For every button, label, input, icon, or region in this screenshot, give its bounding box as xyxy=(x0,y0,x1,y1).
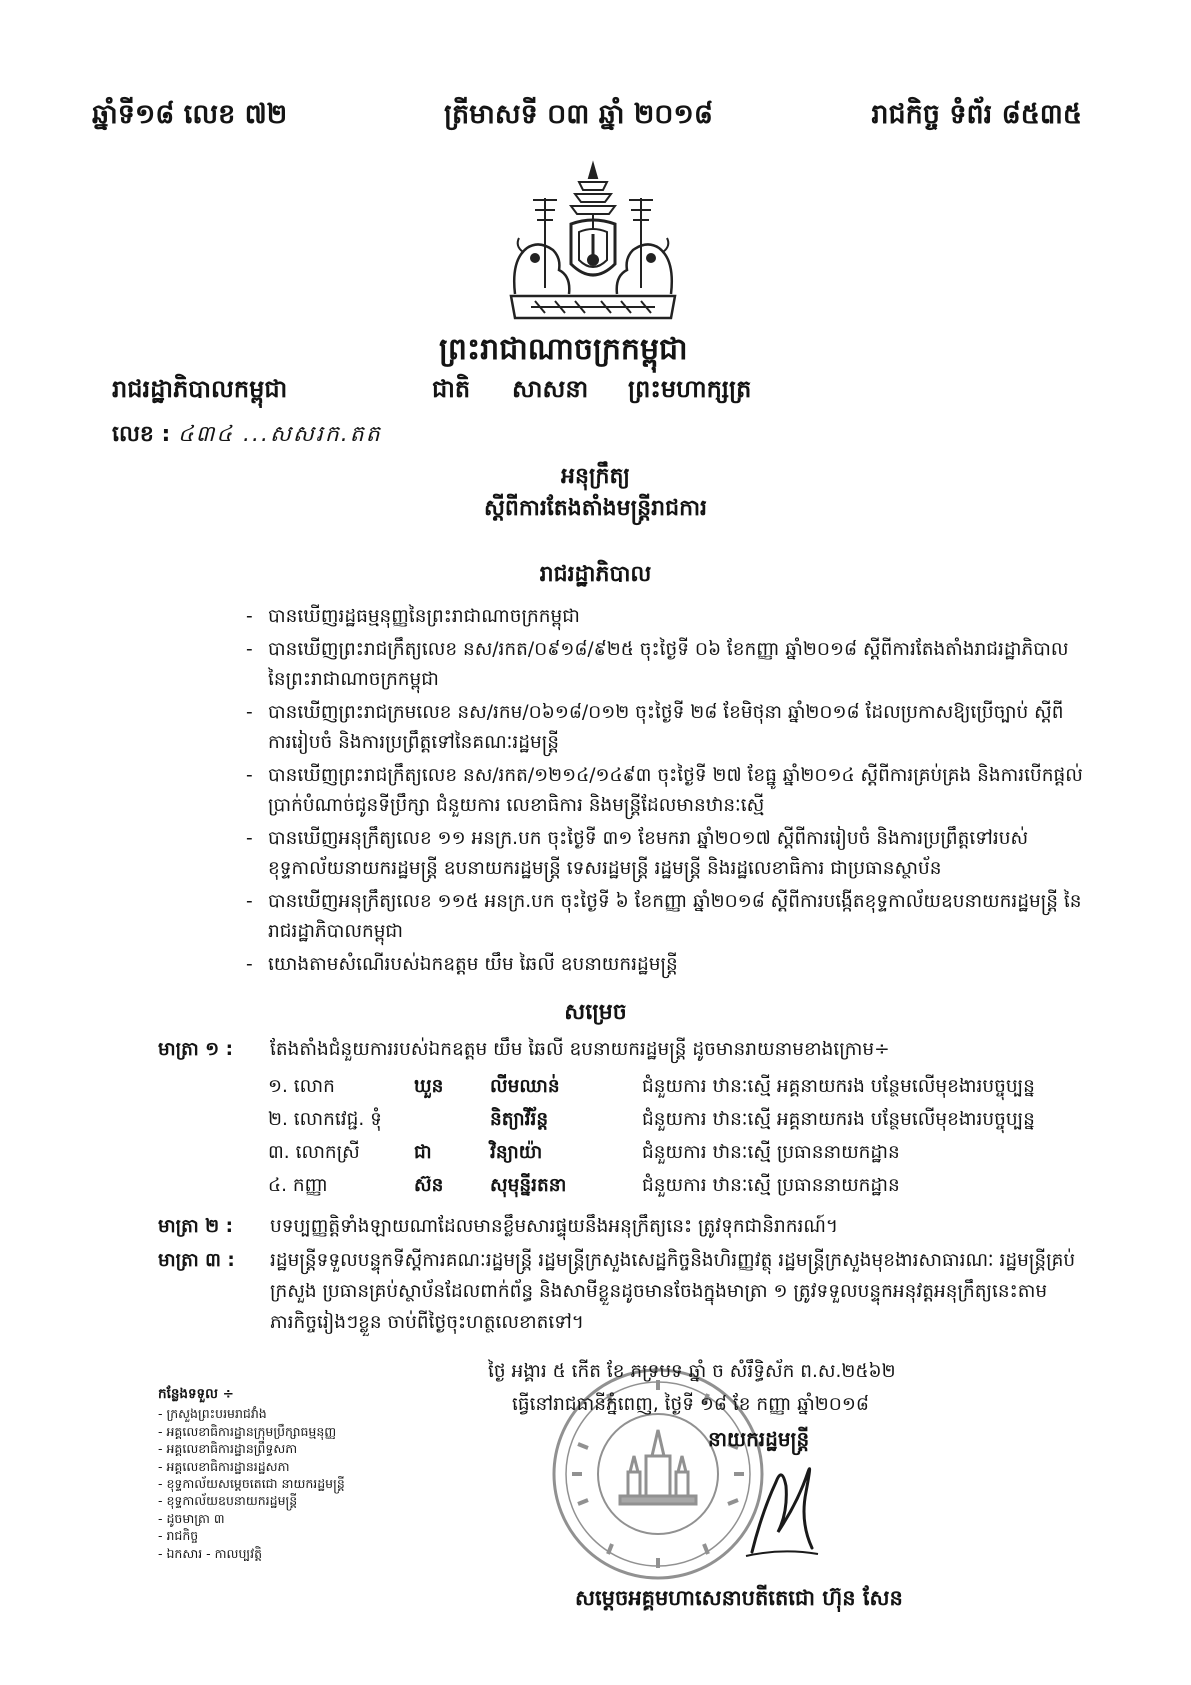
gazette-header xyxy=(92,98,1082,138)
appointee-position: ជំនួយការ ឋានៈស្មើ ប្រធាននាយកដ្ឋាន xyxy=(642,1175,900,1196)
recipient-item: - ក្រសួងព្រះបរមរាជវាំង xyxy=(158,1405,345,1422)
place-and-date: ធ្វើនៅរាជធានីភ្នំពេញ, ថ្ងៃទី ១៨ ខែ កញ្ញា ឆ្នាំ២០១៨ xyxy=(512,1394,869,1415)
article-text: បទប្បញ្ញត្តិទាំងឡាយណាដែលមានខ្លឹមសារផ្ទុយនឹងអនុក្រឹត្យនេះ ត្រូវទុកជានិរាករណ៍។ xyxy=(270,1216,839,1237)
issuing-government: រាជរដ្ឋាភិបាលកម្ពុជា xyxy=(112,375,288,403)
appointee-given-name: វិន្យាយ៉ា xyxy=(490,1142,543,1163)
article-label: មាត្រា ២ : xyxy=(158,1216,234,1237)
article-label: មាត្រា ៣ : xyxy=(158,1250,235,1271)
recipient-item: - ខុទ្ទកាល័យសម្ដេចតេជោ នាយករដ្ឋមន្ត្រី xyxy=(158,1475,345,1492)
appointee-position: ជំនួយការ ឋានៈស្មើ អគ្គនាយករង បន្ថែមលើមុខងារបច្ចុប្បន្ន xyxy=(642,1109,1035,1130)
appointee-surname: ជា xyxy=(414,1142,432,1163)
appointee-given-name: សុមុន្នីរតនា xyxy=(490,1175,567,1196)
appointee-title: ១. លោក xyxy=(268,1076,335,1097)
recital-item: - បានឃើញព្រះរាជក្រមលេខ នស/រកម/០៦១៨/០១២ ចុះថ្ងៃទី ២៨ ខែមិថុនា ឆ្នាំ២០១៨ ដែលប្រកាសឱ្យប្រើច្បាប់ ស្ដីពីការរៀបចំ និងការប្រព្រឹត្តទៅនៃគណៈរដ្ឋមន្ត្រី xyxy=(246,698,1086,758)
recital-item: - យោងតាមសំណើរបស់ឯកឧត្តម យឹម ឆៃលី ឧបនាយករដ្ឋមន្ត្រី xyxy=(246,950,1086,980)
lunar-date: ថ្ងៃ អង្គារ ៥ កើត ខែ ភទ្របទ ឆ្នាំ ច សំរឹទ្ធិស័ក ព.ស.២៥៦២ xyxy=(488,1361,896,1382)
appointee-given-name: និត្យាវីរ័ន្ត xyxy=(490,1109,549,1130)
article-text: តែងតាំងជំនួយការរបស់ឯកឧត្តម យឹម ឆៃលី ឧបនាយករដ្ឋមន្ត្រី ដូចមានរាយនាមខាងក្រោម÷ xyxy=(270,1039,890,1060)
article-label: មាត្រា ១ : xyxy=(158,1039,234,1060)
motto-nation: ជាតិ xyxy=(432,375,471,403)
signatory-name: សម្ដេចអគ្គមហាសេនាបតីតេជោ ហ៊ុន សែន xyxy=(575,1586,903,1610)
recipient-item: - ខុទ្ទកាល័យឧបនាយករដ្ឋមន្ត្រី xyxy=(158,1492,345,1509)
recital-item: - បានឃើញអនុក្រឹត្យលេខ ១១៥ អនក្រ.បក ចុះថ្ងៃទី ៦ ខែកញ្ញា ឆ្នាំ២០១៨ ស្ដីពីការបង្កើតខុទ្ទកាល័យឧបនាយករដ្ឋមន្ត្រី នៃរាជរដ្ឋាភិបាលកម្ពុជា xyxy=(246,887,1086,947)
document-subject: ស្ដីពីការតែងតាំងមន្ត្រីរាជការ xyxy=(483,496,707,521)
recipient-item: - ឯកសារ - កាលប្បវត្តិ xyxy=(158,1545,345,1562)
appointee-title: ២. លោកវេជ្ជ. ទុំ xyxy=(268,1109,382,1130)
recital-item: - បានឃើញព្រះរាជក្រឹត្យលេខ នស/រកត/០៩១៨/៩២៥ ចុះថ្ងៃទី ០៦ ខែកញ្ញា ឆ្នាំ២០១៨ ស្ដីពីការតែងតាំងរាជរដ្ឋាភិបាល នៃព្រះរាជាណាចក្រកម្ពុជា xyxy=(246,635,1086,695)
recipient-item: - ដូចមាត្រា ៣ xyxy=(158,1510,345,1527)
document-number-label: លេខ : xyxy=(112,422,171,447)
recipient-item: - រាជកិច្ច xyxy=(158,1527,345,1544)
document-number xyxy=(112,420,382,452)
gazette-page-number: រាជកិច្ច ទំព័រ ៨៥៣៥ xyxy=(871,99,1082,130)
article-text: រដ្ឋមន្ត្រីទទួលបន្ទុកទីស្ដីការគណៈរដ្ឋមន្ត្រី រដ្ឋមន្ត្រីក្រសួងសេដ្ឋកិច្ចនិងហិរញ្ញវត្ថុ រដ្ឋមន្ត្រីក្រសួងមុខងារសាធារណៈ រដ្ឋមន្ត្រីគ្រប់ក្រសួង ប្រធានគ្រប់ស្ថាប័នដែលពាក់ព័ន្ធ និងសាមីខ្លួនដូចមានចែងក្នុងមាត្រា ១ ត្រូវទទួលបន្ទុកអនុវត្តអនុក្រឹត្យនេះតាមភារកិច្ចរៀងៗខ្លួន ចាប់ពីថ្ងៃចុះហត្ថលេខាតទៅ។ xyxy=(270,1250,1076,1333)
appointee-title: ៣. លោកស្រី xyxy=(268,1142,360,1163)
recipients-list xyxy=(158,1386,345,1562)
article-2 xyxy=(158,1211,1092,1242)
gazette-year-issue: ឆ្នាំទី១៨ លេខ ៧២ xyxy=(92,99,288,130)
document-number-value: ៤៣៤ ...សសរក.តត xyxy=(178,422,382,447)
recipient-item: - អគ្គលេខាធិការដ្ឋានព្រឹទ្ធសភា xyxy=(158,1440,345,1457)
royal-coat-of-arms-icon xyxy=(505,160,681,324)
appointee-title: ៤. កញ្ញា xyxy=(268,1175,328,1196)
recital-item: - បានឃើញព្រះរាជក្រឹត្យលេខ នស/រកត/១២១៤/១៤៩៣ ចុះថ្ងៃទី ២៧ ខែធ្នូ ឆ្នាំ២០១៤ ស្ដីពីការគ្រប់គ្រង និងការបើកផ្ដល់ប្រាក់បំណាច់ជូនទីប្រឹក្សា ជំនួយការ លេខាធិការ និងមន្ត្រីដែលមានឋានៈស្មើ xyxy=(246,761,1086,821)
recitals-list xyxy=(246,602,1086,983)
issuer-heading: រាជរដ្ឋាភិបាល xyxy=(539,562,652,587)
document-type: អនុក្រឹត្យ xyxy=(561,464,630,489)
appointee-surname: ឃួន xyxy=(414,1076,444,1097)
recital-item: - បានឃើញរដ្ឋធម្មនុញ្ញនៃព្រះរាជាណាចក្រកម្ពុជា xyxy=(246,602,1086,632)
gazette-quarter: ត្រីមាសទី ០៣ ឆ្នាំ ២០១៨ xyxy=(444,99,713,130)
appointee-position: ជំនួយការ ឋានៈស្មើ ប្រធាននាយកដ្ឋាន xyxy=(642,1142,900,1163)
article-1 xyxy=(158,1034,1092,1065)
signatory-title: នាយករដ្ឋមន្ត្រី xyxy=(708,1427,810,1451)
motto-king: ព្រះមហាក្សត្រ xyxy=(628,375,752,403)
recipient-item: - អគ្គលេខាធិការដ្ឋានរដ្ឋសភា xyxy=(158,1458,345,1475)
appointee-position: ជំនួយការ ឋានៈស្មើ អគ្គនាយករង បន្ថែមលើមុខងារបច្ចុប្បន្ន xyxy=(642,1076,1035,1097)
kingdom-title: ព្រះរាជាណាចក្រកម្ពុជា xyxy=(439,332,688,367)
decision-heading: សម្រេច xyxy=(564,1000,627,1025)
appointee-given-name: លីមឈាន់ xyxy=(490,1076,560,1097)
motto-religion: សាសនា xyxy=(512,375,589,403)
appointee-surname: ស៊ន xyxy=(414,1175,444,1196)
recipients-heading: កន្លែងទទួល ÷ xyxy=(158,1386,234,1402)
recipient-item: - អគ្គលេខាធិការដ្ឋានក្រុមប្រឹក្សាធម្មនុញ្ញ xyxy=(158,1423,345,1440)
handwritten-signature-icon xyxy=(742,1452,822,1562)
article-3 xyxy=(158,1245,1092,1338)
recital-item: - បានឃើញអនុក្រឹត្យលេខ ១១ អនក្រ.បក ចុះថ្ងៃទី ៣១ ខែមករា ឆ្នាំ២០១៧ ស្ដីពីការរៀបចំ និងការប្រព្រឹត្តទៅរបស់ខុទ្ទកាល័យនាយករដ្ឋមន្ត្រី ឧបនាយករដ្ឋមន្ត្រី ទេសរដ្ឋមន្ត្រី រដ្ឋមន្ត្រី និងរដ្ឋលេខាធិការ ជាប្រធានស្ថាប័ន xyxy=(246,824,1086,884)
